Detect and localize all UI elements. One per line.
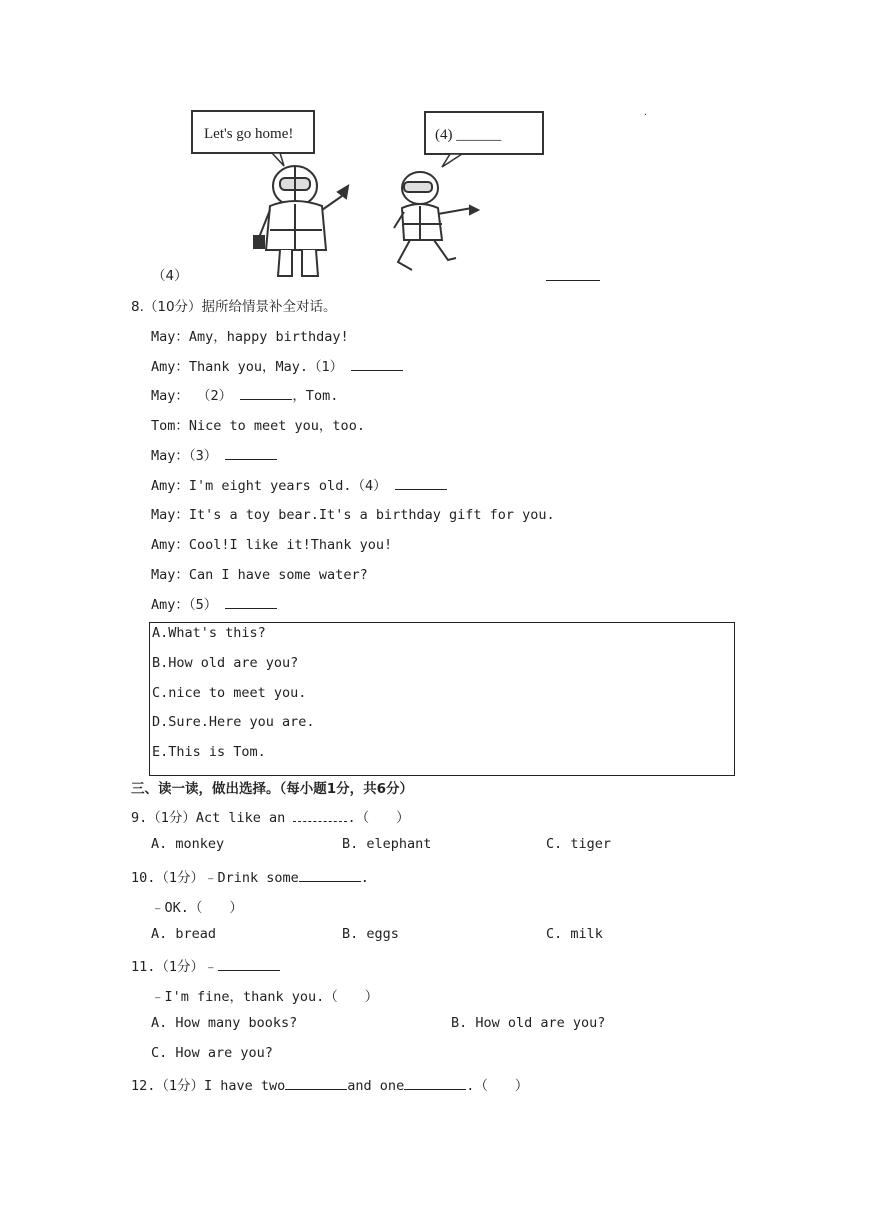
option-e: E.This is Tom.	[152, 744, 266, 760]
astronaut-right-icon	[394, 172, 478, 270]
illustration-item-label: （4）	[152, 268, 188, 284]
astronaut-left-icon	[254, 166, 348, 276]
option-b: B.How old are you?	[152, 655, 299, 671]
svg-text:Let's go home!: Let's go home!	[204, 126, 294, 142]
dialogue-line: Amy：（5）	[151, 593, 277, 613]
q11-reply: ﹣I'm fine，thank you.（ ）	[151, 989, 379, 1005]
dialogue-line: May： （2） ，Tom.	[151, 384, 338, 404]
dialogue-illustration	[180, 100, 560, 285]
dialogue-line: Amy：I'm eight years old.（4）	[151, 474, 447, 494]
dialogue-line: May：It's a toy bear.It's a birthday gift for you.	[151, 507, 555, 523]
dialogue-line: Amy：Cool!I like it!Thank you!	[151, 537, 393, 553]
q12-blank-2[interactable]	[404, 1075, 466, 1090]
q10-option-b[interactable]: B. eggs	[342, 926, 399, 942]
dialogue-line: Amy：Thank you，May.（1）	[151, 355, 403, 375]
svg-text:(4) ______: (4) ______	[435, 127, 502, 143]
q9-blank[interactable]	[293, 807, 347, 822]
option-d: D.Sure.Here you are.	[152, 714, 315, 730]
dialogue-line: Tom：Nice to meet you，too.	[151, 418, 365, 434]
q11-option-c[interactable]: C. How are you?	[151, 1045, 273, 1061]
q9-option-c[interactable]: C. tiger	[546, 836, 612, 852]
q11-option-a[interactable]: A. How many books?	[151, 1015, 298, 1031]
q10-stem: 10.（1分）﹣Drink some .	[131, 866, 369, 886]
illustration-answer-blank[interactable]	[546, 266, 600, 281]
q12-blank-1[interactable]	[285, 1075, 347, 1090]
q11-option-b[interactable]: B. How old are you?	[451, 1015, 606, 1031]
q10-option-c[interactable]: C. milk	[546, 926, 603, 942]
blank-4[interactable]	[395, 475, 447, 490]
q9-stem: 9.（1分）Act like an .（ ）	[131, 806, 410, 826]
page-dot: .	[643, 108, 648, 117]
option-a: A.What's this?	[152, 625, 266, 641]
dialogue-line: May：Can I have some water?	[151, 567, 368, 583]
q11-stem: 11.（1分）﹣	[131, 955, 280, 975]
blank-2[interactable]	[240, 385, 292, 400]
q9-option-a[interactable]: A. monkey	[151, 836, 225, 852]
q8-title: 8.（10分）据所给情景补全对话。	[131, 299, 337, 315]
blank-1[interactable]	[351, 356, 403, 371]
speech-bubble-right	[425, 112, 543, 167]
q9-option-b[interactable]: B. elephant	[342, 836, 432, 852]
q11-blank[interactable]	[218, 956, 280, 971]
blank-5[interactable]	[225, 594, 277, 609]
q10-option-a[interactable]: A. bread	[151, 926, 217, 942]
dialogue-line: May：（3）	[151, 444, 277, 464]
section-title: 三、读一读，做出选择。（每小题1分，共6分）	[131, 781, 414, 797]
blank-3[interactable]	[225, 445, 277, 460]
q10-blank[interactable]	[299, 867, 361, 882]
speech-bubble-left	[192, 111, 314, 166]
option-c: C.nice to meet you.	[152, 685, 307, 701]
dialogue-line: May：Amy，happy birthday!	[151, 329, 349, 345]
q12-stem: 12.（1分）I have two and one .（ ）	[131, 1074, 528, 1094]
q10-reply: ﹣OK.（ ）	[151, 900, 243, 916]
